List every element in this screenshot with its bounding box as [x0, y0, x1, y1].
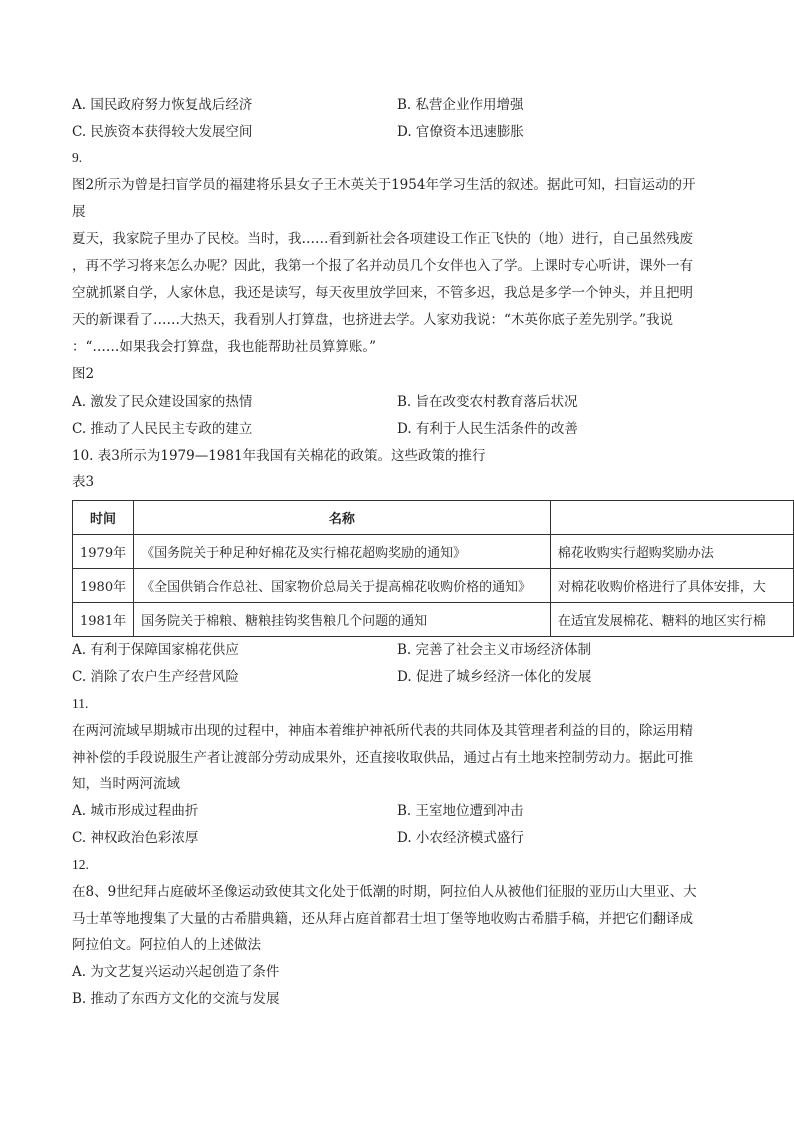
q8-option-b: B. 私营企业作用增强	[397, 97, 524, 113]
row2-content: 对棉花收购价格进行了具体安排，大	[550, 569, 793, 603]
q8-option-c: C. 民族资本获得较大发展空间	[72, 124, 253, 140]
row2-title: 《全国供销合作总社、国家物价总局关于提高棉花收购价格的通知》	[134, 569, 551, 603]
table-row	[73, 569, 794, 603]
q10-option-d: D. 促进了城乡经济一体化的发展	[397, 669, 592, 685]
cotton-policy-table	[72, 500, 794, 637]
q12-number: 12.	[72, 857, 89, 872]
table-row	[73, 535, 794, 569]
row3-content: 在适宜发展棉花、糖料的地区实行棉	[550, 603, 793, 637]
table-row	[73, 603, 794, 637]
q12-stem-line3: 阿拉伯文。阿拉伯人的上述做法	[72, 937, 261, 953]
header-name: 名称	[134, 501, 551, 535]
row1-title: 《国务院关于种足种好棉花及实行棉花超购奖励的通知》	[134, 535, 551, 569]
header-time: 时间	[73, 501, 134, 535]
q11-option-c: C. 神权政治色彩浓厚	[72, 830, 199, 846]
q9-option-c: C. 推动了人民民主专政的建立	[72, 421, 253, 437]
q9-number: 9.	[72, 150, 83, 165]
q10-option-a: A. 有利于保障国家棉花供应	[72, 642, 239, 658]
q12-stem-line2: 马士革等地搜集了大量的古希腊典籍，还从拜占庭首都君士坦丁堡等地收购古希腊手稿，并把它们翻译成	[72, 911, 693, 927]
row1-content: 棉花收购实行超购奖励办法	[550, 535, 793, 569]
q9-stem-line2: 展	[72, 204, 86, 220]
q9-option-d: D. 有利于人民生活条件的改善	[397, 421, 578, 437]
q11-stem-line2: 神补偿的手段说服生产者让渡部分劳动成果外，还直接收取供品，通过占有土地来控制劳动力。据此可推	[72, 750, 693, 766]
q9-quote-line1: 夏天，我家院子里办了民校。当时，我……看到新社会各项建设工作正飞快的（地）进行，自己虽然残废	[72, 231, 693, 247]
table-header-row	[73, 501, 794, 535]
q12-stem-line1: 在8、9世纪拜占庭破坏圣像运动致使其文化处于低潮的时期，阿拉伯人从被他们征服的亚历山大里亚、大	[72, 884, 697, 900]
q12-option-a: A. 为文艺复兴运动兴起创造了条件	[72, 964, 280, 980]
q9-quote-line3: 空就抓紧自学，人家休息，我还是读写，每天夜里放学回来，不管多迟，我总是多学一个钟头，并且把明	[72, 285, 693, 301]
q10-option-c: C. 消除了农户生产经营风险	[72, 669, 239, 685]
row1-year: 1979年	[73, 535, 134, 569]
row3-year: 1981年	[73, 603, 134, 637]
q11-option-b: B. 王室地位遭到冲击	[397, 803, 524, 819]
q10-stem: 10. 表3所示为1979—1981年我国有关棉花的政策。这些政策的推行	[72, 448, 486, 464]
q11-number: 11.	[72, 696, 89, 711]
q11-stem-line1: 在两河流域早期城市出现的过程中，神庙本着维护神祇所代表的共同体及其管理者利益的目的，除运用精	[72, 723, 693, 739]
q9-stem-line1: 图2所示为曾是扫盲学员的福建将乐县女子王木英关于1954年学习生活的叙述。据此可知，扫盲运动的开	[72, 177, 696, 193]
row3-title: 国务院关于棉粮、糖粮挂钩奖售粮几个问题的通知	[134, 603, 551, 637]
q9-quote-line4: 天的新课看了……大热天，我看别人打算盘，也挤进去学。人家劝我说：“木英你底子差先别学。”我说	[72, 312, 674, 328]
table-title: 表3	[72, 474, 95, 490]
q9-option-a: A. 激发了民众建设国家的热情	[72, 394, 253, 410]
q8-option-d: D. 官僚资本迅速膨胀	[397, 124, 524, 140]
q11-option-a: A. 城市形成过程曲折	[72, 803, 199, 819]
q11-stem-line3: 知，当时两河流域	[72, 776, 180, 792]
row2-year: 1980年	[73, 569, 134, 603]
q9-quote-line5: ：“……如果我会打算盘，我也能帮助社员算算账。”	[72, 339, 377, 355]
q9-option-b: B. 旨在改变农村教育落后状况	[397, 394, 578, 410]
q11-option-d: D. 小农经济模式盛行	[397, 830, 524, 846]
q8-option-a: A. 国民政府努力恢复战后经济	[72, 97, 253, 113]
header-content	[550, 501, 793, 535]
q9-quote-line2: ，再不学习将来怎么办呢？因此，我第一个报了名并动员几个女伴也入了学。上课时专心听讲，课外一有	[72, 258, 693, 274]
q12-option-b: B. 推动了东西方文化的交流与发展	[72, 991, 280, 1007]
q9-figure-label: 图2	[72, 366, 95, 382]
q10-option-b: B. 完善了社会主义市场经济体制	[397, 642, 592, 658]
